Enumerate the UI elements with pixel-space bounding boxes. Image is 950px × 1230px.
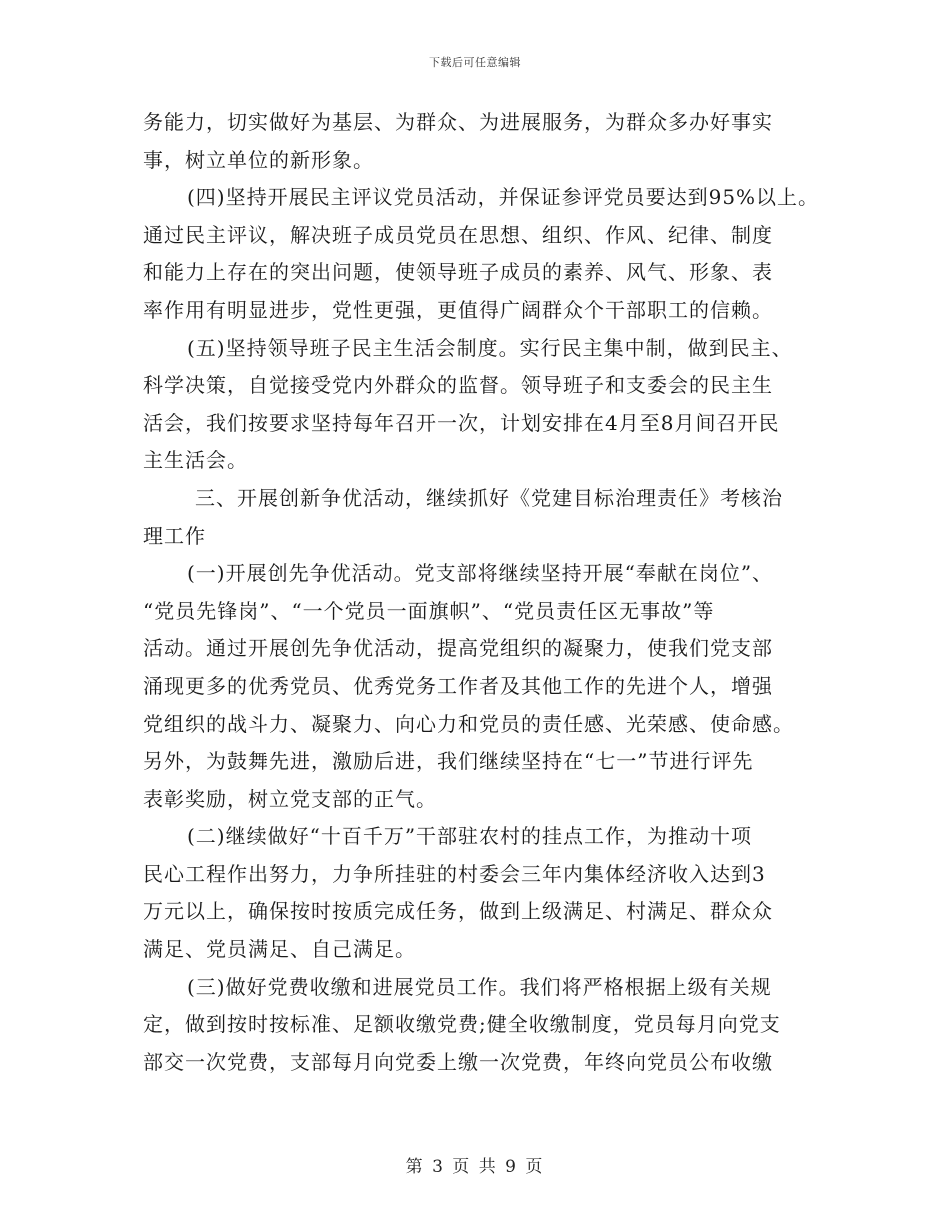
text-line: 民心工程作出努力，力争所挂驻的村委会三年内集体经济收入达到3	[143, 861, 766, 886]
text-line: 万元以上，确保按时按质完成任务，做到上级满足、村满足、群众众	[143, 899, 773, 924]
text-line: 定，做到按时按标准、足额收缴党费;健全收缴制度，党员每月向党支	[143, 1012, 781, 1037]
section-heading-line: 理工作	[143, 523, 206, 548]
section-heading-line: 三、开展创新争优活动，继续抓好《党建目标治理责任》考核治	[195, 485, 783, 510]
text-line: 事，树立单位的新形象。	[143, 147, 374, 172]
text-line: 务能力，切实做好为基层、为群众、为进展服务，为群众多办好事实	[143, 110, 773, 134]
text-line: 通过民主评议，解决班子成员党员在思想、组织、作风、纪律、制度	[143, 222, 773, 247]
text-line: 党组织的战斗力、凝聚力、向心力和党员的责任感、光荣感、使命感。	[143, 711, 794, 736]
paragraph-start-line: (三)做好党费收缴和进展党员工作。我们将严格根据上级有关规	[187, 974, 772, 999]
text-line: 涌现更多的优秀党员、优秀党务工作者及其他工作的先进个人，增强	[143, 673, 773, 698]
text-line: 部交一次党费，支部每月向党委上缴一次党费，年终向党员公布收缴	[143, 1049, 773, 1074]
page-number-footer: 第 3 页 共 9 页	[405, 1157, 545, 1177]
paragraph-start-line: (二)继续做好“十百千万”干部驻农村的挂点工作，为推动十项	[187, 824, 753, 849]
text-line: “党员先锋岗”、“一个党员一面旗帜”、“党员责任区无事故”等	[143, 598, 715, 623]
paragraph-start-line: (五)坚持领导班子民主生活会制度。实行民主集中制，做到民主、	[187, 335, 793, 360]
text-line: 另外，为鼓舞先进，激励后进，我们继续坚持在“七一”节进行评先	[143, 749, 754, 774]
text-line: 率作用有明显进步，党性更强，更值得广阔群众个干部职工的信赖。	[143, 297, 773, 322]
paragraph-start-line: (四)坚持开展民主评议党员活动，并保证参评党员要达到95%以上。	[187, 185, 820, 210]
text-line: 科学决策，自觉接受党内外群众的监督。领导班子和支委会的民主生	[143, 373, 773, 398]
text-line: 主生活会。	[143, 448, 248, 473]
text-line: 表彰奖励，树立党支部的正气。	[143, 786, 437, 811]
document-body	[143, 104, 833, 1081]
text-line: 活会，我们按要求坚持每年召开一次，计划安排在4月至8月间召开民	[143, 410, 780, 435]
text-line: 和能力上存在的突出问题，使领导班子成员的素养、风气、形象、表	[143, 260, 773, 285]
text-line: 满足、党员满足、自己满足。	[143, 937, 416, 962]
text-line: 活动。通过开展创先争优活动，提高党组织的凝聚力，使我们党支部	[143, 636, 773, 661]
header-note: 下载后可任意编辑	[429, 56, 521, 69]
paragraph-start-line: (一)开展创先争优活动。党支部将继续坚持开展“奉献在岗位”、	[187, 561, 774, 586]
